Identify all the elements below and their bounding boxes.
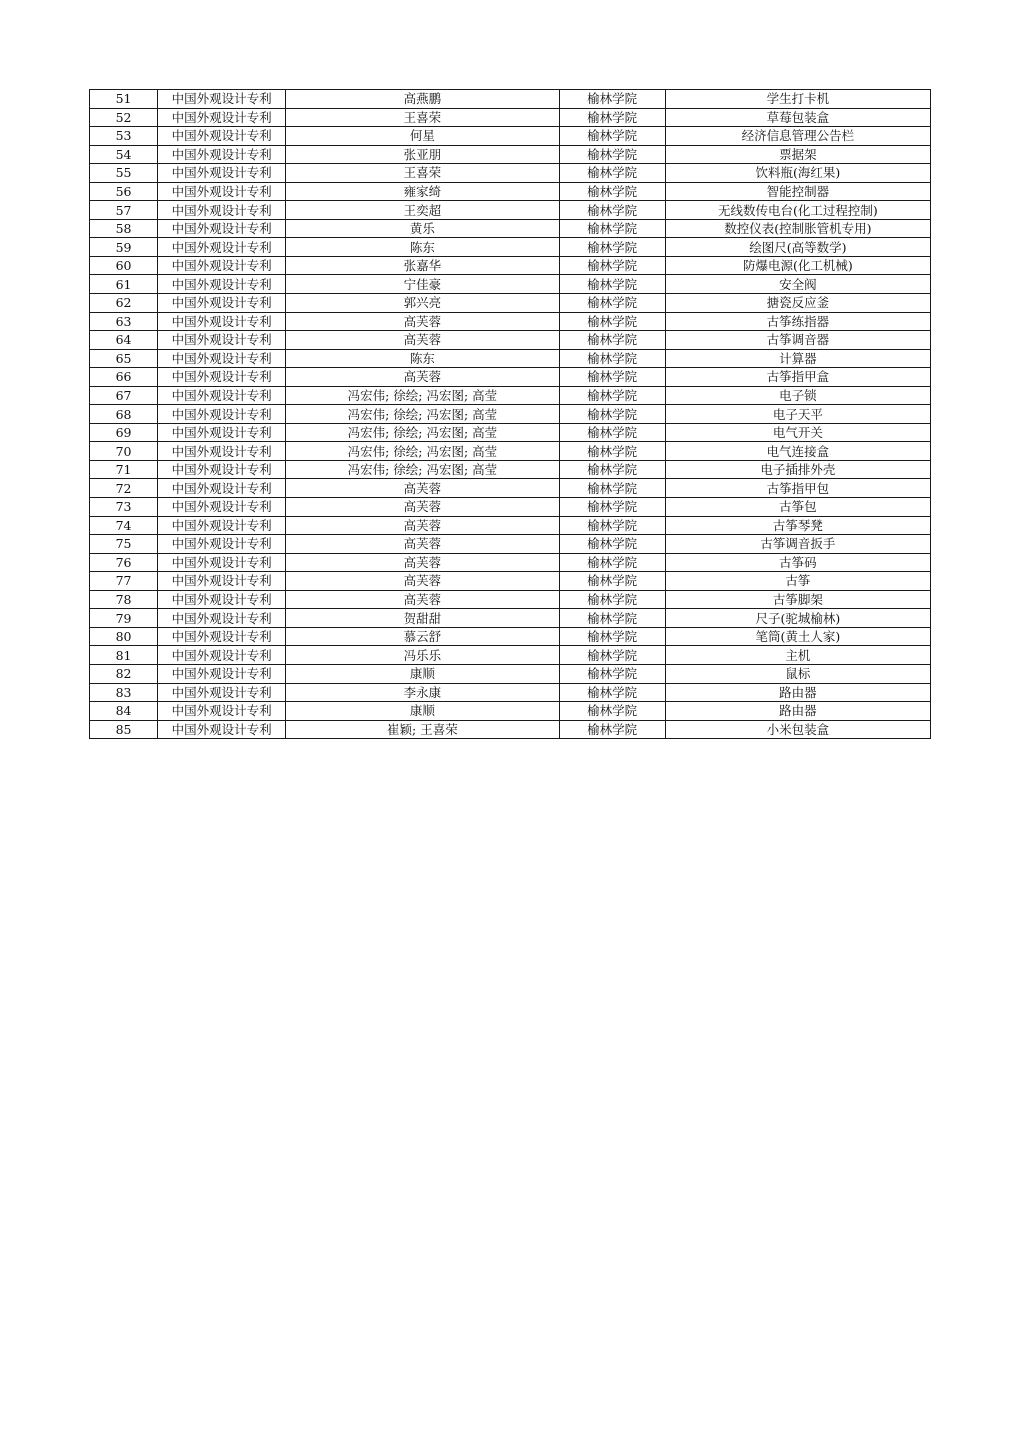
product-name-cell: 计算器 [665,349,930,368]
patent-table-body [90,90,931,739]
institution-cell: 榆林学院 [559,683,665,702]
table-row [90,145,931,164]
row-number-cell: 83 [90,683,158,702]
inventors-cell: 何星 [286,127,559,146]
inventors-cell: 高芙蓉 [286,572,559,591]
row-number-cell: 65 [90,349,158,368]
row-number-cell: 51 [90,90,158,109]
table-row [90,256,931,275]
table-row [90,683,931,702]
institution-cell: 榆林学院 [559,442,665,461]
product-name-cell: 古筝包 [665,498,930,517]
row-number-cell: 56 [90,182,158,201]
product-name-cell: 古筝调音扳手 [665,535,930,554]
product-name-cell: 鼠标 [665,664,930,683]
row-number-cell: 68 [90,405,158,424]
patent-type-cell: 中国外观设计专利 [158,646,286,665]
institution-cell: 榆林学院 [559,201,665,220]
patent-type-cell: 中国外观设计专利 [158,182,286,201]
inventors-cell: 陈东 [286,238,559,257]
patent-type-cell: 中国外观设计专利 [158,312,286,331]
inventors-cell: 冯宏伟; 徐绘; 冯宏图; 高莹 [286,405,559,424]
patent-type-cell: 中国外观设计专利 [158,702,286,721]
patent-type-cell: 中国外观设计专利 [158,219,286,238]
institution-cell: 榆林学院 [559,182,665,201]
inventors-cell: 高芙蓉 [286,331,559,350]
row-number-cell: 84 [90,702,158,721]
inventors-cell: 冯乐乐 [286,646,559,665]
table-row [90,90,931,109]
product-name-cell: 数控仪表(控制胀管机专用) [665,219,930,238]
table-row [90,590,931,609]
institution-cell: 榆林学院 [559,572,665,591]
product-name-cell: 安全阀 [665,275,930,294]
institution-cell: 榆林学院 [559,90,665,109]
inventors-cell: 冯宏伟; 徐绘; 冯宏图; 高莹 [286,423,559,442]
row-number-cell: 53 [90,127,158,146]
row-number-cell: 75 [90,535,158,554]
row-number-cell: 61 [90,275,158,294]
row-number-cell: 77 [90,572,158,591]
product-name-cell: 防爆电源(化工机械) [665,256,930,275]
product-name-cell: 古筝码 [665,553,930,572]
product-name-cell: 古筝指甲包 [665,479,930,498]
row-number-cell: 81 [90,646,158,665]
table-row [90,405,931,424]
inventors-cell: 高芙蓉 [286,535,559,554]
row-number-cell: 64 [90,331,158,350]
table-row [90,349,931,368]
row-number-cell: 71 [90,460,158,479]
patent-type-cell: 中国外观设计专利 [158,498,286,517]
row-number-cell: 54 [90,145,158,164]
row-number-cell: 76 [90,553,158,572]
row-number-cell: 78 [90,590,158,609]
institution-cell: 榆林学院 [559,331,665,350]
patent-type-cell: 中国外观设计专利 [158,720,286,739]
patent-type-cell: 中国外观设计专利 [158,627,286,646]
table-row [90,498,931,517]
product-name-cell: 电气开关 [665,423,930,442]
patent-type-cell: 中国外观设计专利 [158,405,286,424]
table-row [90,368,931,387]
inventors-cell: 王喜荣 [286,164,559,183]
patent-table [89,89,931,739]
patent-type-cell: 中国外观设计专利 [158,609,286,628]
inventors-cell: 慕云舒 [286,627,559,646]
inventors-cell: 李永康 [286,683,559,702]
institution-cell: 榆林学院 [559,145,665,164]
patent-type-cell: 中国外观设计专利 [158,590,286,609]
institution-cell: 榆林学院 [559,609,665,628]
table-row [90,535,931,554]
product-name-cell: 电子天平 [665,405,930,424]
row-number-cell: 52 [90,108,158,127]
patent-type-cell: 中国外观设计专利 [158,349,286,368]
institution-cell: 榆林学院 [559,627,665,646]
row-number-cell: 82 [90,664,158,683]
row-number-cell: 55 [90,164,158,183]
inventors-cell: 王喜荣 [286,108,559,127]
table-row [90,646,931,665]
patent-type-cell: 中国外观设计专利 [158,127,286,146]
product-name-cell: 路由器 [665,683,930,702]
table-row [90,108,931,127]
product-name-cell: 电子锁 [665,386,930,405]
patent-type-cell: 中国外观设计专利 [158,164,286,183]
table-row [90,442,931,461]
product-name-cell: 古筝琴凳 [665,516,930,535]
row-number-cell: 85 [90,720,158,739]
row-number-cell: 80 [90,627,158,646]
institution-cell: 榆林学院 [559,720,665,739]
table-row [90,460,931,479]
inventors-cell: 张亚朋 [286,145,559,164]
inventors-cell: 宁佳豪 [286,275,559,294]
table-row [90,572,931,591]
inventors-cell: 康顺 [286,702,559,721]
inventors-cell: 高燕鹏 [286,90,559,109]
inventors-cell: 高芙蓉 [286,553,559,572]
table-row [90,479,931,498]
patent-type-cell: 中国外观设计专利 [158,460,286,479]
patent-type-cell: 中国外观设计专利 [158,386,286,405]
product-name-cell: 主机 [665,646,930,665]
row-number-cell: 69 [90,423,158,442]
institution-cell: 榆林学院 [559,349,665,368]
product-name-cell: 古筝调音器 [665,331,930,350]
patent-type-cell: 中国外观设计专利 [158,423,286,442]
patent-type-cell: 中国外观设计专利 [158,275,286,294]
product-name-cell: 笔筒(黄土人家) [665,627,930,646]
product-name-cell: 经济信息管理公告栏 [665,127,930,146]
row-number-cell: 62 [90,294,158,313]
patent-type-cell: 中国外观设计专利 [158,664,286,683]
table-row [90,275,931,294]
institution-cell: 榆林学院 [559,664,665,683]
product-name-cell: 搪瓷反应釜 [665,294,930,313]
table-row [90,164,931,183]
table-row [90,627,931,646]
product-name-cell: 学生打卡机 [665,90,930,109]
inventors-cell: 贺甜甜 [286,609,559,628]
institution-cell: 榆林学院 [559,590,665,609]
table-row [90,516,931,535]
table-row [90,664,931,683]
product-name-cell: 饮料瓶(海红果) [665,164,930,183]
table-row [90,294,931,313]
table-row [90,219,931,238]
patent-type-cell: 中国外观设计专利 [158,294,286,313]
product-name-cell: 绘图尺(高等数学) [665,238,930,257]
inventors-cell: 高芙蓉 [286,479,559,498]
patent-type-cell: 中国外观设计专利 [158,368,286,387]
institution-cell: 榆林学院 [559,479,665,498]
patent-type-cell: 中国外观设计专利 [158,553,286,572]
inventors-cell: 冯宏伟; 徐绘; 冯宏图; 高莹 [286,460,559,479]
row-number-cell: 60 [90,256,158,275]
institution-cell: 榆林学院 [559,646,665,665]
row-number-cell: 58 [90,219,158,238]
table-row [90,312,931,331]
table-row [90,423,931,442]
product-name-cell: 智能控制器 [665,182,930,201]
institution-cell: 榆林学院 [559,108,665,127]
institution-cell: 榆林学院 [559,164,665,183]
row-number-cell: 59 [90,238,158,257]
inventors-cell: 高芙蓉 [286,516,559,535]
patent-type-cell: 中国外观设计专利 [158,108,286,127]
inventors-cell: 高芙蓉 [286,498,559,517]
patent-type-cell: 中国外观设计专利 [158,535,286,554]
inventors-cell: 王奕超 [286,201,559,220]
product-name-cell: 古筝指甲盒 [665,368,930,387]
row-number-cell: 66 [90,368,158,387]
inventors-cell: 陈东 [286,349,559,368]
inventors-cell: 崔颖; 王喜荣 [286,720,559,739]
institution-cell: 榆林学院 [559,516,665,535]
product-name-cell: 小米包装盒 [665,720,930,739]
patent-type-cell: 中国外观设计专利 [158,572,286,591]
row-number-cell: 67 [90,386,158,405]
table-row [90,609,931,628]
row-number-cell: 79 [90,609,158,628]
table-row [90,201,931,220]
inventors-cell: 张嘉华 [286,256,559,275]
product-name-cell: 草莓包装盒 [665,108,930,127]
patent-type-cell: 中国外观设计专利 [158,256,286,275]
institution-cell: 榆林学院 [559,275,665,294]
inventors-cell: 黄乐 [286,219,559,238]
inventors-cell: 康顺 [286,664,559,683]
inventors-cell: 冯宏伟; 徐绘; 冯宏图; 高莹 [286,386,559,405]
product-name-cell: 古筝练指器 [665,312,930,331]
institution-cell: 榆林学院 [559,256,665,275]
product-name-cell: 路由器 [665,702,930,721]
institution-cell: 榆林学院 [559,553,665,572]
institution-cell: 榆林学院 [559,386,665,405]
product-name-cell: 电气连接盒 [665,442,930,461]
institution-cell: 榆林学院 [559,312,665,331]
patent-type-cell: 中国外观设计专利 [158,516,286,535]
institution-cell: 榆林学院 [559,498,665,517]
institution-cell: 榆林学院 [559,219,665,238]
inventors-cell: 高芙蓉 [286,590,559,609]
institution-cell: 榆林学院 [559,460,665,479]
table-row [90,127,931,146]
institution-cell: 榆林学院 [559,127,665,146]
row-number-cell: 73 [90,498,158,517]
product-name-cell: 尺子(驼城榆林) [665,609,930,628]
patent-type-cell: 中国外观设计专利 [158,683,286,702]
inventors-cell: 高芙蓉 [286,312,559,331]
row-number-cell: 57 [90,201,158,220]
table-row [90,553,931,572]
product-name-cell: 古筝脚架 [665,590,930,609]
row-number-cell: 70 [90,442,158,461]
row-number-cell: 63 [90,312,158,331]
institution-cell: 榆林学院 [559,294,665,313]
patent-type-cell: 中国外观设计专利 [158,201,286,220]
institution-cell: 榆林学院 [559,423,665,442]
row-number-cell: 72 [90,479,158,498]
product-name-cell: 票据架 [665,145,930,164]
table-row [90,238,931,257]
product-name-cell: 无线数传电台(化工过程控制) [665,201,930,220]
patent-type-cell: 中国外观设计专利 [158,238,286,257]
product-name-cell: 古筝 [665,572,930,591]
patent-type-cell: 中国外观设计专利 [158,145,286,164]
table-row [90,182,931,201]
patent-type-cell: 中国外观设计专利 [158,90,286,109]
product-name-cell: 电子插排外壳 [665,460,930,479]
inventors-cell: 高芙蓉 [286,368,559,387]
institution-cell: 榆林学院 [559,702,665,721]
patent-type-cell: 中国外观设计专利 [158,479,286,498]
row-number-cell: 74 [90,516,158,535]
table-row [90,702,931,721]
institution-cell: 榆林学院 [559,535,665,554]
inventors-cell: 郭兴亮 [286,294,559,313]
patent-type-cell: 中国外观设计专利 [158,442,286,461]
table-row [90,331,931,350]
inventors-cell: 冯宏伟; 徐绘; 冯宏图; 高莹 [286,442,559,461]
institution-cell: 榆林学院 [559,238,665,257]
inventors-cell: 雍家绮 [286,182,559,201]
institution-cell: 榆林学院 [559,405,665,424]
patent-type-cell: 中国外观设计专利 [158,331,286,350]
table-row [90,386,931,405]
institution-cell: 榆林学院 [559,368,665,387]
table-row [90,720,931,739]
